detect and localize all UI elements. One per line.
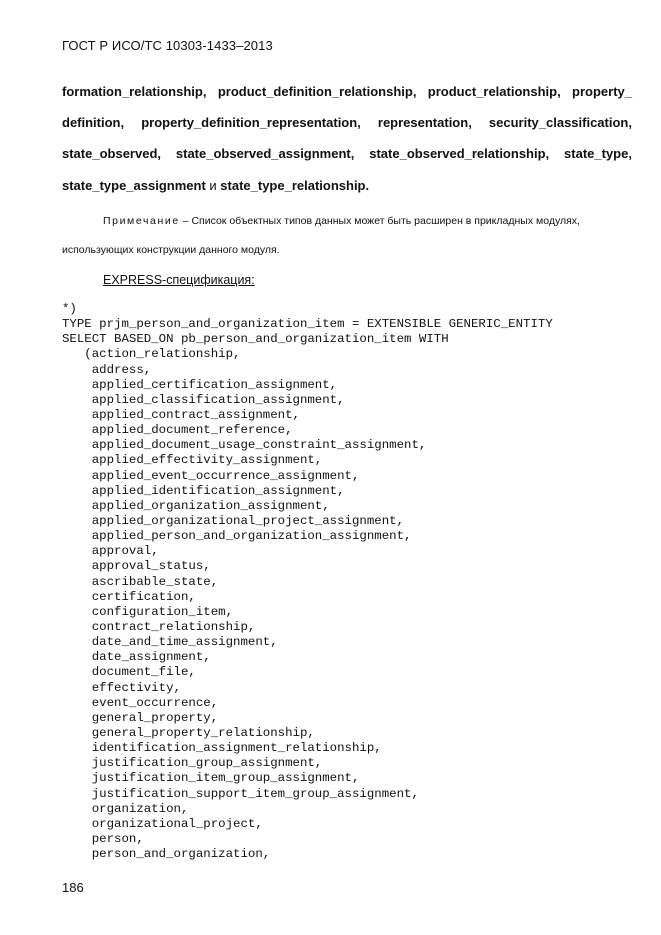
express-code-block <box>62 302 553 862</box>
code-line: ascribable_state, <box>62 574 219 589</box>
conjunction: и <box>205 178 221 193</box>
entity-name: security_classification, <box>488 115 632 130</box>
code-line: *) <box>62 302 77 316</box>
code-line: applied_classification_assignment, <box>62 392 345 407</box>
code-line: applied_certification_assignment, <box>62 377 338 392</box>
code-line: date_and_time_assignment, <box>62 635 278 650</box>
code-line: person, <box>62 831 144 846</box>
note-text: Список объектных типов данных может быть расширен в прикладных модулях, <box>191 215 580 227</box>
entity-name: state_type, <box>564 146 632 161</box>
code-line: approval_status, <box>62 559 211 574</box>
paragraph-line-2 <box>62 115 632 130</box>
paragraph-line-4 <box>62 178 369 193</box>
code-line: applied_organization_assignment, <box>62 498 330 513</box>
note-line-2: использующих конструкции данного модуля. <box>62 244 280 256</box>
code-line: contract_relationship, <box>62 619 256 634</box>
code-line: person_and_organization, <box>62 847 271 862</box>
paragraph-line-1 <box>62 84 632 99</box>
entity-name: property_definition_representation, <box>141 115 361 130</box>
page-number: 186 <box>62 880 84 895</box>
code-line: TYPE prjm_person_and_organization_item = EXTENSIBLE GENERIC_ENTITY <box>62 317 553 332</box>
code-line: certification, <box>62 589 196 604</box>
entity-name: representation, <box>377 115 472 130</box>
note-label: Примечание <box>103 215 180 227</box>
code-line: justification_group_assignment, <box>62 756 323 771</box>
entity-name: product_definition_relationship, <box>217 84 417 99</box>
code-line: applied_person_and_organization_assignment, <box>62 529 412 544</box>
code-line: event_occurrence, <box>62 695 219 710</box>
entity-name: state_type_assignment <box>62 178 206 193</box>
code-line: applied_contract_assignment, <box>62 407 300 422</box>
entity-name: formation_relationship, <box>62 84 207 99</box>
code-line: general_property, <box>62 710 219 725</box>
code-line: identification_assignment_relationship, <box>62 741 382 756</box>
code-line: document_file, <box>62 665 196 680</box>
code-line: SELECT BASED_ON pb_person_and_organization_item WITH <box>62 332 449 347</box>
code-line: applied_effectivity_assignment, <box>62 453 323 468</box>
code-line: applied_document_usage_constraint_assignment, <box>62 438 427 453</box>
document-header: ГОСТ Р ИСО/ТС 10303-1433–2013 <box>62 38 273 53</box>
entity-name: product_relationship, <box>427 84 561 99</box>
code-line: applied_document_reference, <box>62 423 293 438</box>
note-line-1 <box>103 215 580 227</box>
paragraph-line-3 <box>62 146 632 161</box>
code-line: justification_support_item_group_assignment, <box>62 786 419 801</box>
code-line: organizational_project, <box>62 816 263 831</box>
code-line: address, <box>62 362 152 377</box>
code-line: approval, <box>62 544 159 559</box>
code-line: date_assignment, <box>62 650 211 665</box>
entity-name: state_observed, <box>62 146 161 161</box>
entity-name: state_observed_relationship, <box>369 146 550 161</box>
code-line: configuration_item, <box>62 604 234 619</box>
note-dash: – <box>179 215 192 227</box>
code-line: applied_identification_assignment, <box>62 483 345 498</box>
code-line: applied_event_occurrence_assignment, <box>62 468 360 483</box>
express-specification-heading: EXPRESS-спецификация: <box>103 273 255 287</box>
entity-name: state_type_relationship. <box>220 178 370 193</box>
entity-name: state_observed_assignment, <box>175 146 355 161</box>
entity-name: property_ <box>572 84 632 99</box>
code-line: effectivity, <box>62 680 181 695</box>
code-line: organization, <box>62 801 189 816</box>
entity-name: definition, <box>62 115 125 130</box>
code-line: general_property_relationship, <box>62 725 315 740</box>
code-line: justification_item_group_assignment, <box>62 771 360 786</box>
code-line: applied_organizational_project_assignment, <box>62 513 405 528</box>
code-line: (action_relationship, <box>62 347 241 362</box>
